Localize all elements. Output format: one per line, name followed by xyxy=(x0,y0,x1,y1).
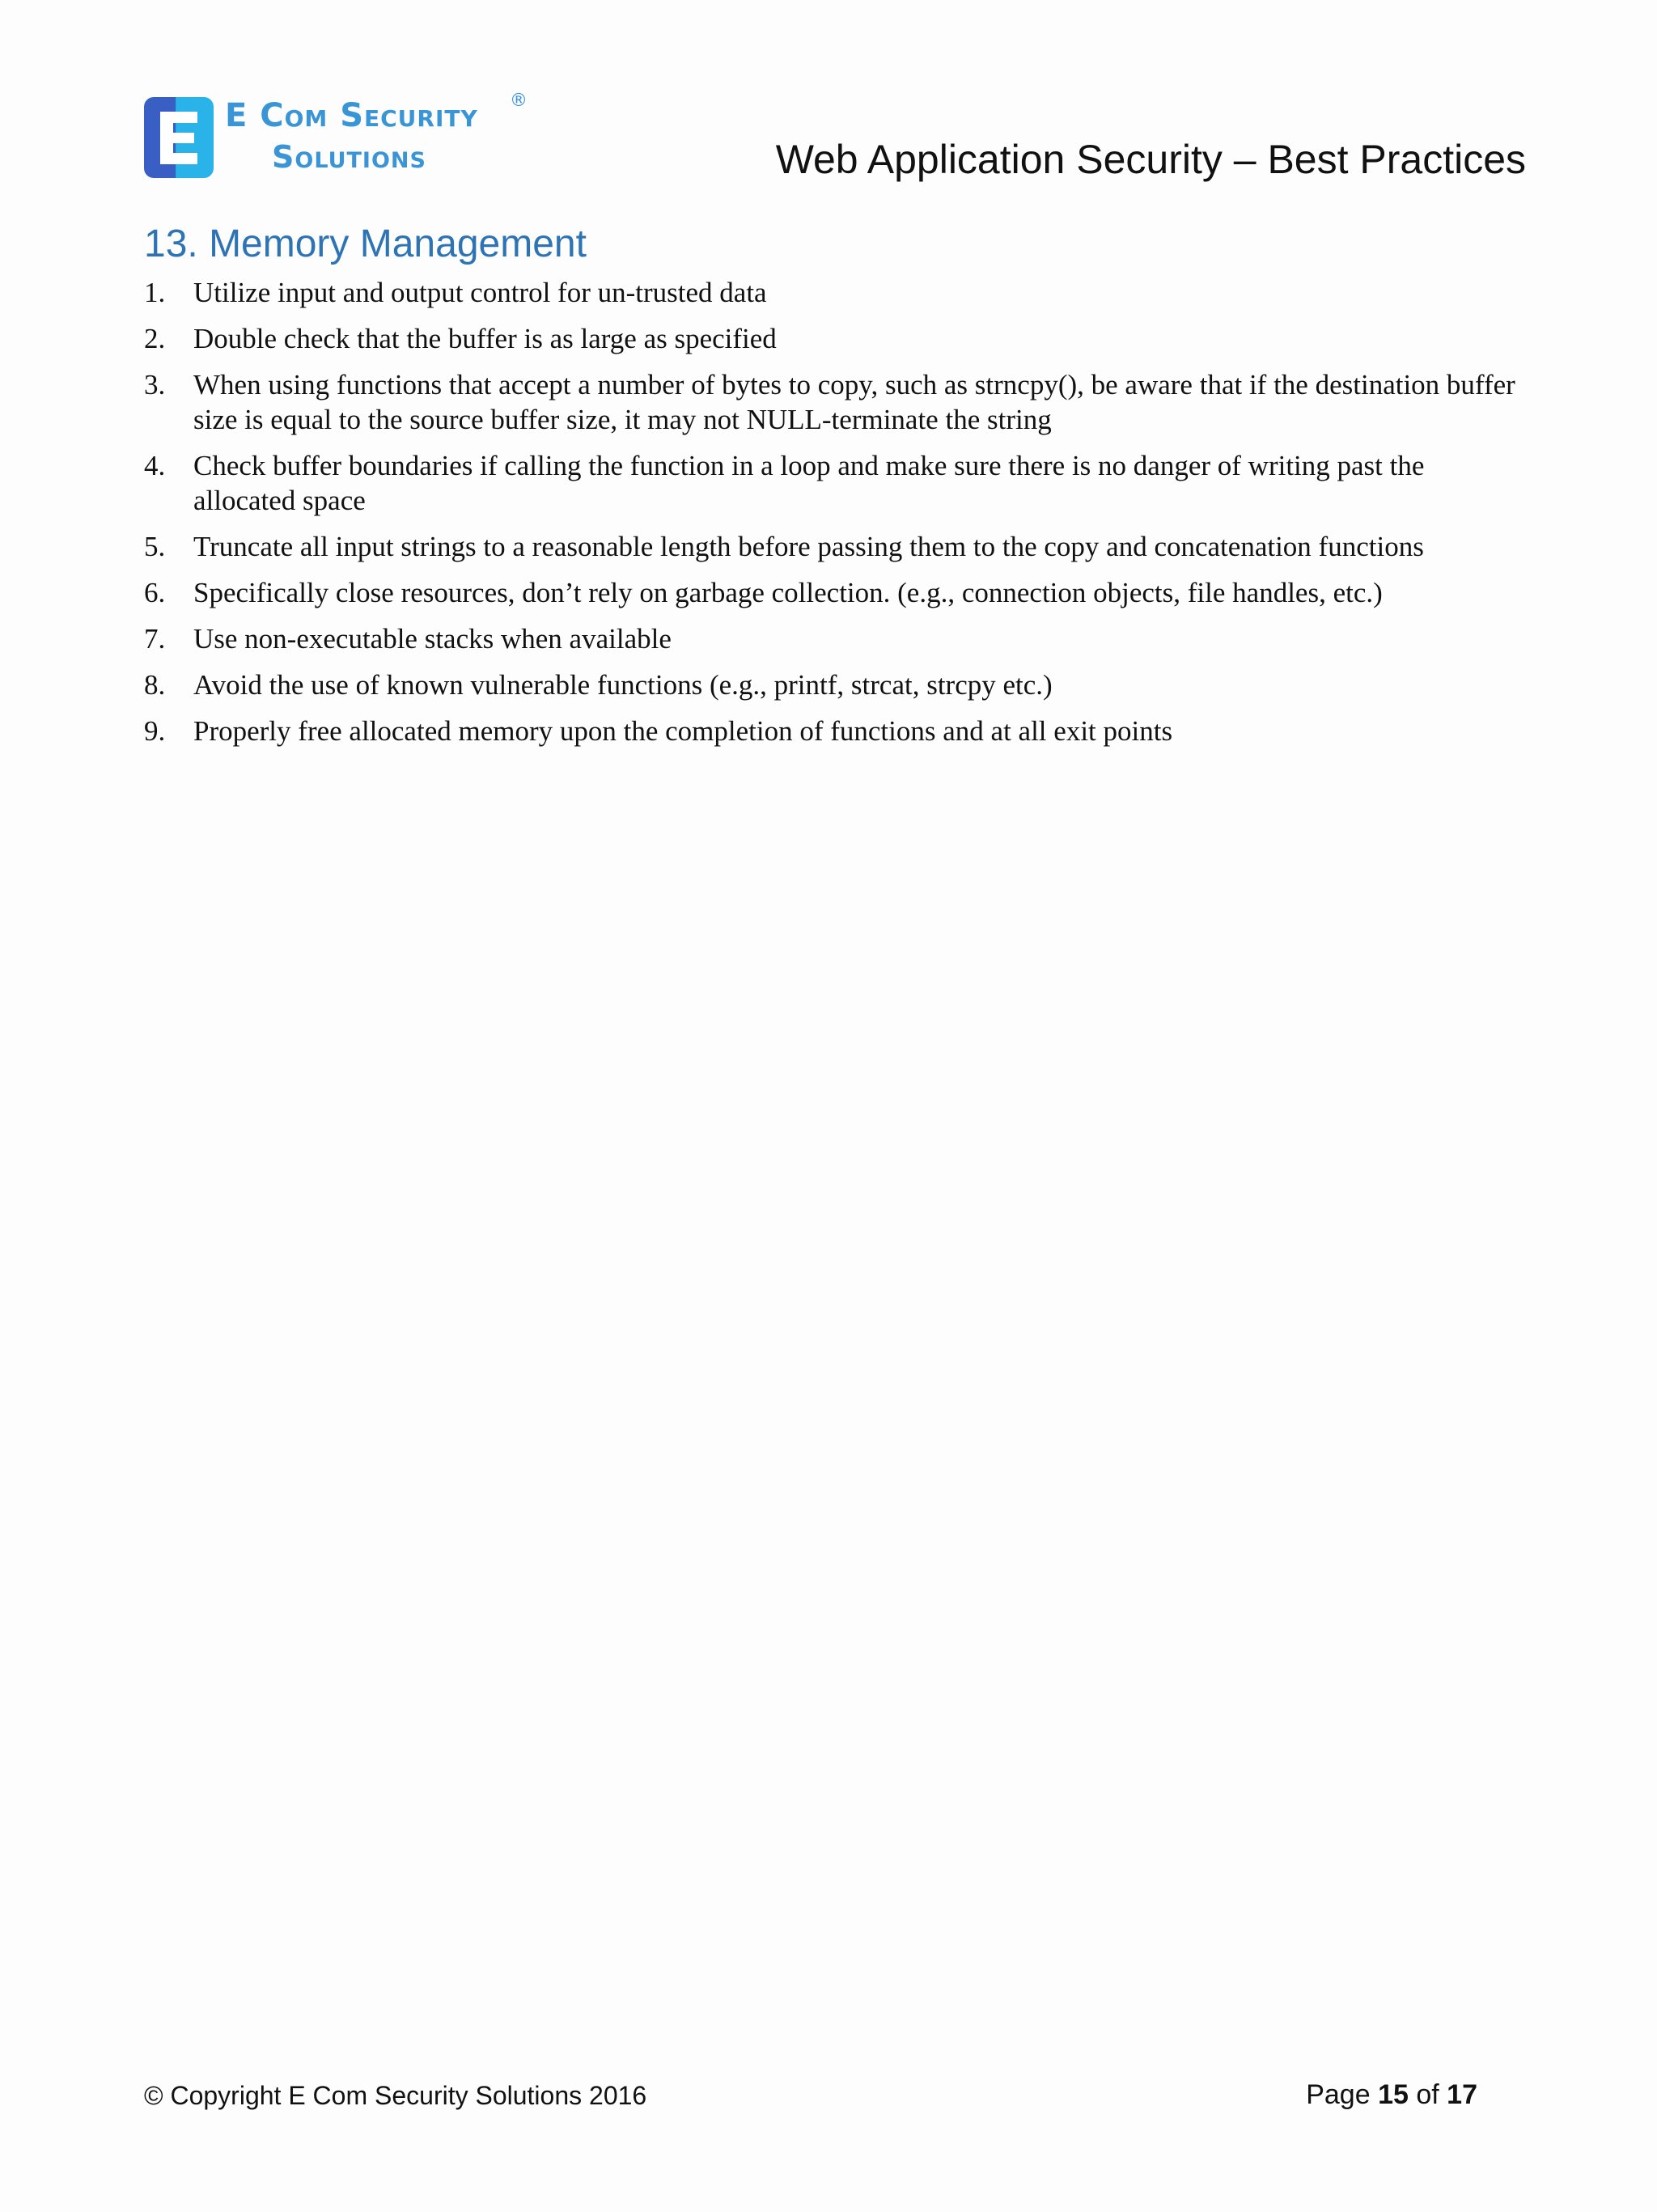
list-item-text: When using functions that accept a number of bytes to copy, such as strncpy(), be aware that if the destination buffer size is equal to the source buffer size, it may not NULL-terminate the string xyxy=(193,369,1515,435)
memory-management-list xyxy=(144,275,1528,760)
registered-mark: ® xyxy=(510,91,528,111)
list-item-number: 7. xyxy=(144,623,166,655)
logo-text-line2: Solutions xyxy=(272,139,426,175)
page-current: 15 xyxy=(1378,2079,1409,2110)
footer-page-number xyxy=(1306,2079,1477,2111)
document-title: Web Application Security – Best Practices xyxy=(775,137,1526,182)
company-logo xyxy=(144,91,540,184)
section-heading: 13. Memory Management xyxy=(144,222,587,265)
footer-copyright: © Copyright E Com Security Solutions 2016 xyxy=(144,2081,647,2110)
list-item-text: Properly free allocated memory upon the completion of functions and at all exit points xyxy=(193,715,1173,747)
list-item-text: Specifically close resources, don’t rely on garbage collection. (e.g., connection objects, file handles, etc.) xyxy=(193,577,1383,608)
list-item xyxy=(144,321,1528,356)
page-of: of xyxy=(1416,2079,1439,2110)
list-item-text: Avoid the use of known vulnerable functions (e.g., printf, strcat, strcpy etc.) xyxy=(193,669,1053,701)
list-item-text: Use non-executable stacks when available xyxy=(193,623,672,655)
list-item xyxy=(144,714,1528,748)
list-item-text: Utilize input and output control for un-trusted data xyxy=(193,277,767,308)
list-item xyxy=(144,367,1528,437)
page-label: Page xyxy=(1306,2079,1371,2110)
list-item-number: 5. xyxy=(144,531,166,562)
logo-mark-icon xyxy=(144,97,214,178)
page-total: 17 xyxy=(1447,2079,1477,2110)
list-item-number: 1. xyxy=(144,277,166,308)
list-item xyxy=(144,529,1528,564)
list-item-number: 8. xyxy=(144,669,166,701)
list-item-number: 2. xyxy=(144,323,166,354)
list-item-text: Double check that the buffer is as large as specified xyxy=(193,323,777,354)
list-item xyxy=(144,275,1528,310)
list-item xyxy=(144,448,1528,518)
list-item-text: Truncate all input strings to a reasonable length before passing them to the copy and concatenation functions xyxy=(193,531,1424,562)
list-item-number: 6. xyxy=(144,577,166,608)
list-item-text: Check buffer boundaries if calling the function in a loop and make sure there is no danger of writing past the allocated space xyxy=(193,450,1425,516)
list-item-number: 3. xyxy=(144,369,166,400)
list-item-number: 4. xyxy=(144,450,166,481)
list-item-number: 9. xyxy=(144,715,166,747)
logo-text-line1: E Com Security xyxy=(225,97,478,134)
list-item xyxy=(144,667,1528,702)
list-item xyxy=(144,621,1528,656)
list-item xyxy=(144,575,1528,610)
